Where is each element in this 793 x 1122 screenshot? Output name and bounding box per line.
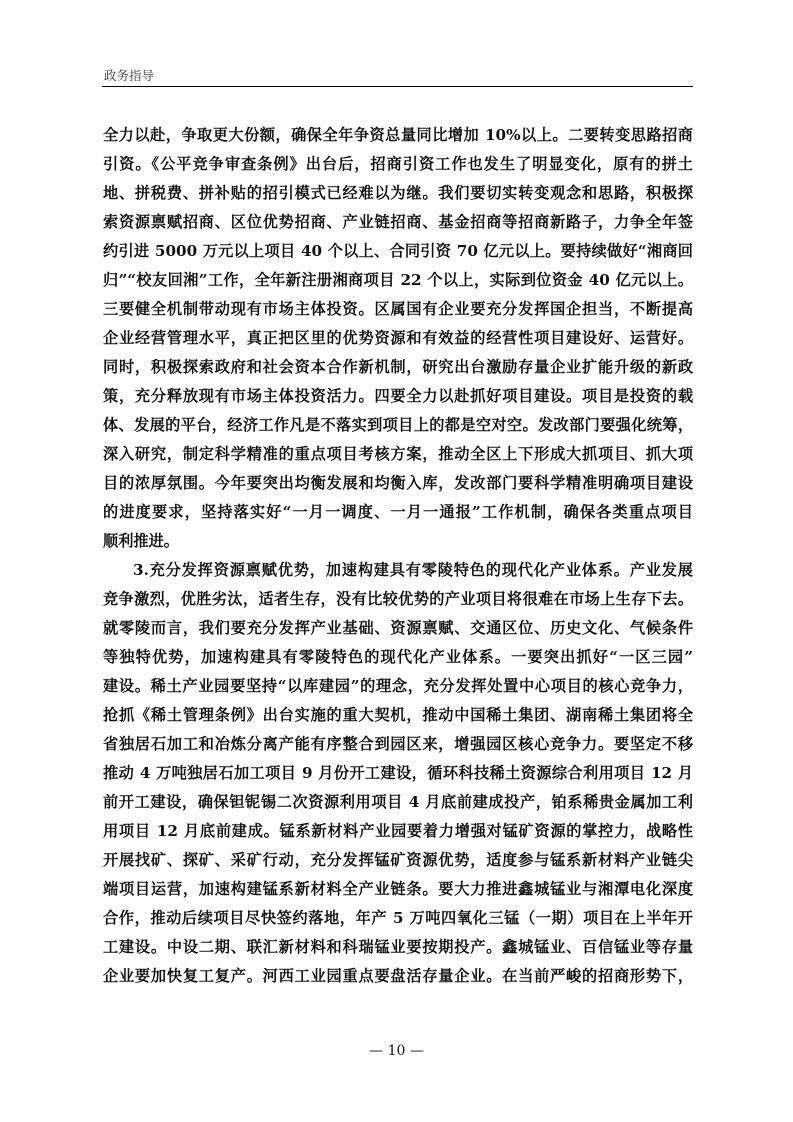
text-line: 就零陵而言，我们要充分发挥产业基础、资源禀赋、交通区位、历史文化、气候条件 <box>103 619 693 637</box>
text-line: 地、拼税费、拼补贴的招引模式已经难以为继。我们要切实转变观念和思路，积极探 <box>103 184 693 202</box>
text-line: 全力以赴，争取更大份额，确保全年争资总量同比增加 10%以上。二要转变思路招商 <box>103 126 693 144</box>
text-line: 引资。《公平竞争审查条例》出台后，招商引资工作也发生了明显变化，原有的拼土 <box>103 155 693 173</box>
text-line: 索资源禀赋招商、区位优势招商、产业链招商、基金招商等招商新路子，力争全年签 <box>103 213 693 231</box>
text-line: 策，充分释放现有市场主体投资活力。四要全力以赴抓好项目建设。项目是投资的载 <box>103 387 693 405</box>
text-line: 深入研究，制定科学精准的重点项目考核方案，推动全区上下形成大抓项目、抓大项 <box>103 445 693 463</box>
text-line: 同时，积极探索政府和社会资本合作新机制，研究出台激励存量企业扩能升级的新政 <box>103 358 693 376</box>
text-line: 开展找矿、探矿、采矿行动，充分发挥锰矿资源优势，适度参与锰系新材料产业链尖 <box>103 851 693 869</box>
text-line: 用项目 12 月底前建成。锰系新材料产业园要着力增强对锰矿资源的掌控力，战略性 <box>103 822 693 840</box>
text-line: 省独居石加工和冶炼分离产能有序整合到园区来，增强园区核心竞争力。要坚定不移 <box>103 735 693 753</box>
page-number: — 10 — <box>369 1043 424 1059</box>
text-line: 体、发展的平台，经济工作凡是不落实到项目上的都是空对空。发改部门要强化统筹， <box>103 416 693 434</box>
text-line: 端项目运营，加速构建锰系新材料全产业链条。要大力推进鑫城锰业与湘潭电化深度 <box>103 880 693 898</box>
text-line: 企业经营管理水平，真正把区里的优势资源和有效益的经营性项目建设好、运营好。 <box>103 329 693 347</box>
body-text <box>103 121 693 991</box>
text-line: 工建设。中设二期、联汇新材料和科瑞锰业要按期投产。鑫城锰业、百信锰业等存量 <box>103 938 693 956</box>
running-header: 政务指导 <box>104 68 155 83</box>
text-line: 建设。稀土产业园要坚持“以库建园”的理念，充分发挥处置中心项目的核心竞争力， <box>103 677 693 695</box>
text-line: 三要健全机制带动现有市场主体投资。区属国有企业要充分发挥国企担当，不断提高 <box>103 300 693 318</box>
text-line: 等独特优势，加速构建具有零陵特色的现代化产业体系。一要突出抓好“一区三园” <box>103 648 693 666</box>
header-divider <box>102 86 693 87</box>
text-line: 抢抓《稀土管理条例》出台实施的重大契机，推动中国稀土集团、湖南稀土集团将全 <box>103 706 693 724</box>
section-heading-line: 3.充分发挥资源禀赋优势，加速构建具有零陵特色的现代化产业体系。产业发展 <box>133 561 693 579</box>
text-line: 推动 4 万吨独居石加工项目 9 月份开工建设，循环科技稀土资源综合利用项目 12 月 <box>103 764 693 782</box>
text-line: 顺利推进。 <box>103 532 179 550</box>
text-line: 的进度要求，坚持落实好“一月一调度、一月一通报”工作机制，确保各类重点项目 <box>103 503 693 521</box>
text-line: 竞争激烈，优胜劣汰，适者生存，没有比较优势的产业项目将很难在市场上生存下去。 <box>103 590 693 608</box>
text-line: 合作，推动后续项目尽快签约落地，年产 5 万吨四氧化三锰（一期）项目在上半年开 <box>103 909 693 927</box>
text-line: 目的浓厚氛围。今年要突出均衡发展和均衡入库，发改部门要科学精准明确项目建设 <box>103 474 693 492</box>
text-line: 约引进 5000 万元以上项目 40 个以上、合同引资 70 亿元以上。要持续做好“湘商回 <box>103 242 693 260</box>
text-line: 前开工建设，确保钽铌锡二次资源利用项目 4 月底前建成投产，铂系稀贵金属加工利 <box>103 793 693 811</box>
text-line: 企业要加快复工复产。河西工业园重点要盘活存量企业。在当前严峻的招商形势下， <box>103 967 693 985</box>
text-line: 归”“校友回湘”工作，全年新注册湘商项目 22 个以上，实际到位资金 40 亿元以上。 <box>103 271 693 289</box>
